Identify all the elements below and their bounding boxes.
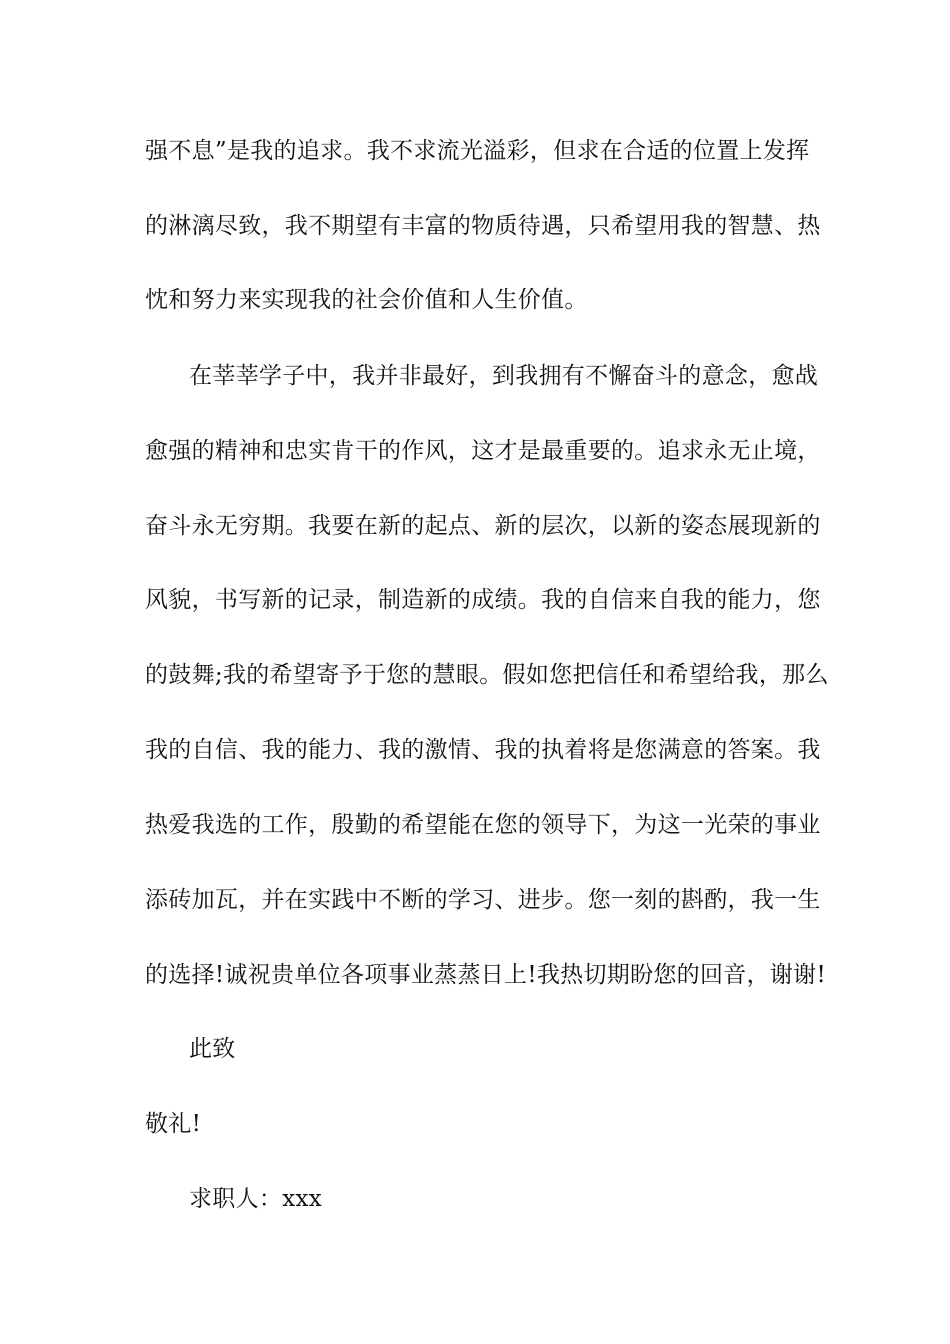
paragraph-line-7: 风貌，书写新的记录，制造新的成绩。我的自信来自我的能力，您: [145, 587, 821, 613]
paragraph-line-4: 在莘莘学子中，我并非最好，到我拥有不懈奋斗的意念，愈战: [189, 363, 819, 389]
paragraph-line-6: 奋斗永无穷期。我要在新的起点、新的层次，以新的姿态展现新的: [145, 513, 821, 539]
paragraph-line-5: 愈强的精神和忠实肯干的作风，这才是最重要的。追求永无止境，: [145, 438, 821, 464]
paragraph-line-10: 热爱我选的工作，殷勤的希望能在您的领导下，为这一光荣的事业: [145, 812, 821, 838]
paragraph-line-2: 的淋漓尽致，我不期望有丰富的物质待遇，只希望用我的智慧、热: [145, 213, 821, 239]
paragraph-line-8: 的鼓舞;我的希望寄予于您的慧眼。假如您把信任和希望给我，那么: [145, 662, 829, 688]
paragraph-line-12: 的选择!诚祝贵单位各项事业蒸蒸日上!我热切期盼您的回音，谢谢!: [145, 962, 827, 988]
signature-text: 求职人：xxx: [189, 1186, 323, 1212]
paragraph-line-3: 忱和努力来实现我的社会价值和人生价值。: [145, 287, 588, 313]
salutation-text: 敬礼!: [145, 1111, 202, 1137]
paragraph-line-9: 我的自信、我的能力、我的激情、我的执着将是您满意的答案。我: [145, 737, 821, 763]
closing-text: 此致: [189, 1036, 236, 1062]
paragraph-line-1: 强不息”是我的追求。我不求流光溢彩，但求在合适的位置上发挥: [145, 138, 810, 164]
paragraph-line-11: 添砖加瓦，并在实践中不断的学习、进步。您一刻的斟酌，我一生: [145, 887, 821, 913]
